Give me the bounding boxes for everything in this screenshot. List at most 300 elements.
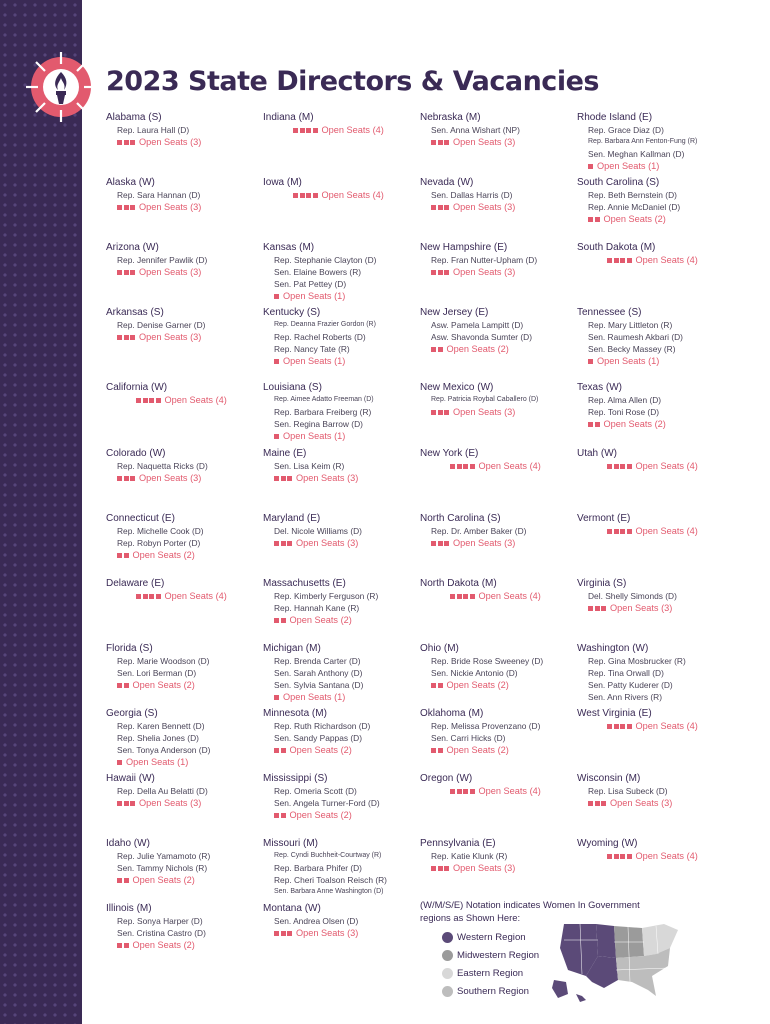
seat-squares-icon	[274, 434, 279, 439]
open-seats-label: Open Seats (4)	[635, 526, 698, 536]
open-seats	[577, 418, 737, 431]
seat-squares-icon	[117, 205, 135, 210]
legend-label: Eastern Region	[457, 968, 524, 979]
seat-square	[287, 931, 292, 936]
open-seats	[263, 472, 423, 485]
seat-square	[470, 464, 475, 469]
open-seats-label: Open Seats (1)	[283, 291, 346, 301]
state-entry	[420, 111, 580, 149]
seat-square	[274, 931, 279, 936]
southern-swatch-icon	[442, 986, 453, 997]
state-director: Rep. Hannah Kane (R)	[274, 603, 360, 613]
seat-squares-icon	[274, 931, 292, 936]
seat-square	[595, 217, 600, 222]
western-swatch-icon	[442, 932, 453, 943]
open-seats	[106, 679, 266, 692]
state-director: Rep. Sara Hannan (D)	[117, 190, 201, 200]
state-name: New Jersey (E)	[420, 307, 489, 318]
seat-squares-icon	[450, 789, 475, 794]
seat-square	[588, 164, 593, 169]
seat-square	[130, 140, 135, 145]
state-entry	[263, 111, 423, 137]
seat-square	[627, 529, 632, 534]
seat-square	[614, 258, 619, 263]
state-entry	[577, 306, 737, 368]
seat-square	[274, 748, 279, 753]
open-seats-label: Open Seats (1)	[126, 757, 189, 767]
seat-square	[124, 683, 129, 688]
open-seats	[420, 744, 580, 757]
state-director: Rep. Tina Orwall (D)	[588, 668, 664, 678]
state-name: Louisiana (S)	[263, 382, 322, 393]
legend-midwestern	[442, 950, 539, 961]
state-entry	[420, 837, 580, 875]
state-entry	[106, 447, 266, 485]
state-name: Nebraska (M)	[420, 112, 481, 123]
seat-square	[438, 140, 443, 145]
state-entry	[420, 381, 580, 419]
seat-square	[438, 748, 443, 753]
state-director: Del. Shelly Simonds (D)	[588, 591, 677, 601]
open-seats-label: Open Seats (4)	[321, 125, 384, 135]
state-director: Rep. Denise Garner (D)	[117, 320, 206, 330]
open-seats-label: Open Seats (4)	[478, 591, 541, 601]
legend-note-line2: regions as Shown Here:	[420, 912, 521, 923]
state-name: Michigan (M)	[263, 643, 321, 654]
open-seats-label: Open Seats (2)	[603, 214, 666, 224]
state-director: Rep. Deanna Frazier Gordon (R)	[274, 321, 376, 328]
seat-square	[620, 724, 625, 729]
state-entry	[577, 447, 737, 473]
seat-square	[124, 476, 129, 481]
seat-square	[463, 594, 468, 599]
open-seats	[420, 201, 580, 214]
state-entry	[106, 176, 266, 214]
open-seats-label: Open Seats (1)	[283, 692, 346, 702]
seat-square	[124, 140, 129, 145]
seat-squares-icon	[274, 748, 286, 753]
seat-squares-icon	[117, 335, 135, 340]
seat-square	[117, 683, 122, 688]
state-name: New Mexico (W)	[420, 382, 494, 393]
seat-square	[274, 294, 279, 299]
seat-squares-icon	[431, 205, 449, 210]
state-entry	[263, 176, 423, 202]
state-name: California (W)	[106, 382, 168, 393]
seat-square	[287, 476, 292, 481]
state-director: Del. Nicole Williams (D)	[274, 526, 362, 536]
seat-square	[431, 748, 436, 753]
state-entry	[106, 306, 266, 344]
seat-square	[281, 748, 286, 753]
seat-squares-icon	[431, 748, 443, 753]
open-seats	[420, 406, 580, 419]
state-name: Kentucky (S)	[263, 307, 321, 318]
state-entry	[106, 381, 266, 407]
seat-squares-icon	[117, 553, 129, 558]
seat-square	[431, 347, 436, 352]
seat-square	[313, 193, 318, 198]
open-seats-label: Open Seats (3)	[453, 137, 516, 147]
seat-squares-icon	[293, 193, 318, 198]
seat-square	[450, 594, 455, 599]
state-entry	[577, 772, 737, 810]
seat-square	[143, 594, 148, 599]
state-director: Rep. Sonya Harper (D)	[117, 916, 203, 926]
open-seats	[263, 430, 423, 443]
seat-square	[130, 476, 135, 481]
state-entry	[420, 176, 580, 214]
seat-square	[281, 541, 286, 546]
legend-label: Western Region	[457, 932, 526, 943]
state-entry	[263, 707, 423, 757]
seat-squares-icon	[117, 801, 135, 806]
state-name: Texas (W)	[577, 382, 622, 393]
seat-squares-icon	[274, 541, 292, 546]
seat-square	[444, 541, 449, 546]
state-director: Sen. Meghan Kallman (D)	[588, 149, 685, 159]
seat-square	[438, 541, 443, 546]
seat-squares-icon	[588, 801, 606, 806]
state-name: North Dakota (M)	[420, 578, 497, 589]
open-seats	[106, 939, 266, 952]
state-director: Sen. Sylvia Santana (D)	[274, 680, 364, 690]
state-name: Indiana (M)	[263, 112, 314, 123]
seat-square	[149, 594, 154, 599]
state-entry	[263, 642, 423, 704]
seat-square	[595, 606, 600, 611]
open-seats	[420, 785, 580, 798]
seat-squares-icon	[274, 359, 279, 364]
state-director: Rep. Della Au Belatti (D)	[117, 786, 208, 796]
open-seats	[106, 331, 266, 344]
open-seats	[263, 691, 423, 704]
state-director: Asw. Shavonda Sumter (D)	[431, 332, 533, 342]
open-seats	[577, 213, 737, 226]
seat-squares-icon	[431, 347, 443, 352]
state-director: Rep. Kimberly Ferguson (R)	[274, 591, 379, 601]
open-seats-label: Open Seats (4)	[478, 461, 541, 471]
seat-square	[438, 347, 443, 352]
seat-squares-icon	[117, 943, 129, 948]
seat-square	[627, 724, 632, 729]
seat-square	[463, 464, 468, 469]
seat-squares-icon	[588, 606, 606, 611]
seat-square	[274, 695, 279, 700]
seat-square	[438, 205, 443, 210]
open-seats	[106, 874, 266, 887]
seat-square	[607, 529, 612, 534]
state-entry	[263, 837, 423, 898]
seat-square	[431, 140, 436, 145]
open-seats-label: Open Seats (1)	[597, 161, 660, 171]
state-name: New York (E)	[420, 448, 479, 459]
open-seats	[577, 602, 737, 615]
state-director: Rep. Bride Rose Sweeney (D)	[431, 656, 544, 666]
state-director: Rep. Stephanie Clayton (D)	[274, 255, 377, 265]
seat-squares-icon	[607, 258, 632, 263]
open-seats-label: Open Seats (2)	[289, 615, 352, 625]
state-entry	[577, 381, 737, 431]
seat-square	[130, 205, 135, 210]
state-director: Rep. Lisa Subeck (D)	[588, 786, 668, 796]
seat-squares-icon	[431, 866, 449, 871]
seat-square	[156, 594, 161, 599]
seat-square	[431, 683, 436, 688]
seat-square	[117, 553, 122, 558]
seat-square	[124, 335, 129, 340]
seat-square	[143, 398, 148, 403]
seat-square	[117, 943, 122, 948]
seat-square	[457, 594, 462, 599]
sidebar-pattern	[0, 0, 82, 1024]
state-director: Rep. Fran Nutter-Upham (D)	[431, 255, 538, 265]
seat-square	[281, 476, 286, 481]
state-director: Rep. Naquetta Ricks (D)	[117, 461, 208, 471]
seat-squares-icon	[431, 410, 449, 415]
open-seats-label: Open Seats (1)	[283, 431, 346, 441]
seat-square	[124, 943, 129, 948]
seat-squares-icon	[274, 813, 286, 818]
open-seats-label: Open Seats (3)	[453, 267, 516, 277]
seat-squares-icon	[117, 270, 135, 275]
seat-square	[431, 270, 436, 275]
state-name: Arkansas (S)	[106, 307, 164, 318]
state-director: Sen. Nickie Antonio (D)	[431, 668, 518, 678]
state-director: Sen. Pat Pettey (D)	[274, 279, 347, 289]
open-seats	[106, 266, 266, 279]
open-seats	[420, 537, 580, 550]
state-entry	[577, 176, 737, 226]
state-director: Rep. Laura Hall (D)	[117, 125, 190, 135]
seat-square	[149, 398, 154, 403]
open-seats-label: Open Seats (3)	[139, 332, 202, 342]
seat-squares-icon	[117, 476, 135, 481]
legend-label: Southern Region	[457, 986, 530, 997]
open-seats-label: Open Seats (3)	[139, 202, 202, 212]
seat-squares-icon	[588, 217, 600, 222]
state-name: Missouri (M)	[263, 838, 318, 849]
open-seats	[263, 537, 423, 550]
seat-squares-icon	[117, 683, 129, 688]
seat-square	[281, 618, 286, 623]
state-entry	[263, 772, 423, 822]
state-director: Sen. Regina Barrow (D)	[274, 419, 363, 429]
state-name: Oklahoma (M)	[420, 708, 484, 719]
state-director: Sen. Cristina Castro (D)	[117, 928, 206, 938]
open-seats-label: Open Seats (2)	[289, 745, 352, 755]
open-seats	[106, 590, 266, 603]
seat-squares-icon	[274, 476, 292, 481]
seat-square	[444, 205, 449, 210]
state-director: Rep. Toni Rose (D)	[588, 407, 660, 417]
open-seats-label: Open Seats (2)	[132, 940, 195, 950]
open-seats-label: Open Seats (1)	[283, 356, 346, 366]
seat-square	[444, 410, 449, 415]
open-seats	[263, 614, 423, 627]
state-director: Sen. Tammy Nichols (R)	[117, 863, 208, 873]
state-name: Wyoming (W)	[577, 838, 638, 849]
state-director: Rep. Annie McDaniel (D)	[588, 202, 681, 212]
state-entry	[263, 512, 423, 550]
seat-squares-icon	[607, 529, 632, 534]
open-seats	[106, 136, 266, 149]
seat-square	[607, 724, 612, 729]
open-seats	[263, 290, 423, 303]
state-name: Nevada (W)	[420, 177, 474, 188]
state-entry	[577, 111, 737, 173]
state-entry	[420, 306, 580, 356]
state-director: Sen. Sarah Anthony (D)	[274, 668, 363, 678]
seat-squares-icon	[117, 760, 122, 765]
seat-square	[117, 801, 122, 806]
state-director: Rep. Cheri Toalson Reisch (R)	[274, 875, 387, 885]
seat-squares-icon	[274, 618, 286, 623]
seat-square	[293, 193, 298, 198]
seat-square	[431, 866, 436, 871]
state-name: Maine (E)	[263, 448, 307, 459]
seat-square	[274, 618, 279, 623]
state-entry	[577, 577, 737, 615]
state-entry	[420, 512, 580, 550]
state-name: Montana (W)	[263, 903, 321, 914]
open-seats-label: Open Seats (4)	[635, 851, 698, 861]
seat-square	[470, 789, 475, 794]
seat-square	[130, 801, 135, 806]
state-name: Pennsylvania (E)	[420, 838, 496, 849]
state-entry	[577, 707, 737, 733]
open-seats-label: Open Seats (3)	[610, 603, 673, 613]
seat-square	[300, 193, 305, 198]
state-entry	[106, 111, 266, 149]
open-seats	[420, 343, 580, 356]
state-entry	[263, 381, 423, 443]
state-director: Rep. Jennifer Pawlik (D)	[117, 255, 208, 265]
state-name: New Hampshire (E)	[420, 242, 508, 253]
seat-square	[274, 541, 279, 546]
seat-squares-icon	[274, 294, 279, 299]
open-seats	[420, 590, 580, 603]
open-seats-label: Open Seats (3)	[139, 473, 202, 483]
seat-square	[313, 128, 318, 133]
seat-square	[614, 464, 619, 469]
seat-square	[124, 270, 129, 275]
state-name: Rhode Island (E)	[577, 112, 653, 123]
state-director: Rep. Barbara Phifer (D)	[274, 863, 362, 873]
seat-square	[614, 854, 619, 859]
seat-square	[601, 606, 606, 611]
seat-square	[614, 529, 619, 534]
open-seats-label: Open Seats (3)	[296, 473, 359, 483]
state-name: West Virginia (E)	[577, 708, 652, 719]
open-seats	[263, 744, 423, 757]
state-name: Wisconsin (M)	[577, 773, 641, 784]
seat-square	[274, 476, 279, 481]
state-director: Sen. Lisa Keim (R)	[274, 461, 345, 471]
state-name: Iowa (M)	[263, 177, 302, 188]
seat-squares-icon	[117, 878, 129, 883]
legend-western	[442, 932, 526, 943]
state-entry	[263, 306, 423, 368]
open-seats	[577, 720, 737, 733]
seat-square	[130, 335, 135, 340]
seat-squares-icon	[274, 695, 279, 700]
open-seats	[420, 460, 580, 473]
seat-square	[130, 270, 135, 275]
seat-square	[450, 789, 455, 794]
seat-square	[117, 878, 122, 883]
seat-squares-icon	[450, 464, 475, 469]
state-name: Connecticut (E)	[106, 513, 175, 524]
state-name: Vermont (E)	[577, 513, 631, 524]
state-director: Rep. Patricia Roybal Caballero (D)	[431, 396, 539, 403]
us-regions-map	[552, 918, 684, 1004]
state-entry	[420, 642, 580, 692]
state-name: Massachusetts (E)	[263, 578, 346, 589]
seat-square	[431, 205, 436, 210]
seat-square	[614, 724, 619, 729]
state-name: South Carolina (S)	[577, 177, 660, 188]
seat-squares-icon	[588, 164, 593, 169]
state-director: Sen. Becky Massey (R)	[588, 344, 676, 354]
open-seats-label: Open Seats (2)	[446, 344, 509, 354]
seat-square	[300, 128, 305, 133]
open-seats	[106, 201, 266, 214]
state-director: Rep. Barbara Freiberg (R)	[274, 407, 372, 417]
open-seats-label: Open Seats (4)	[164, 591, 227, 601]
legend-label: Midwestern Region	[457, 950, 540, 961]
state-entry	[577, 512, 737, 538]
open-seats-label: Open Seats (4)	[635, 255, 698, 265]
seat-squares-icon	[607, 464, 632, 469]
state-name: Idaho (W)	[106, 838, 150, 849]
state-name: Ohio (M)	[420, 643, 459, 654]
open-seats-label: Open Seats (2)	[132, 875, 195, 885]
state-name: Hawaii (W)	[106, 773, 155, 784]
state-director: Sen. Anna Wishart (NP)	[431, 125, 520, 135]
seat-square	[627, 258, 632, 263]
torch-logo-icon	[18, 44, 104, 130]
state-entry	[420, 707, 580, 757]
open-seats	[577, 355, 737, 368]
open-seats	[577, 525, 737, 538]
seat-square	[438, 410, 443, 415]
seat-square	[136, 398, 141, 403]
seat-square	[281, 931, 286, 936]
state-director: Sen. Andrea Olsen (D)	[274, 916, 359, 926]
seat-square	[124, 878, 129, 883]
open-seats	[420, 266, 580, 279]
open-seats-label: Open Seats (2)	[132, 680, 195, 690]
state-entry	[577, 642, 737, 703]
open-seats-label: Open Seats (2)	[289, 810, 352, 820]
state-entry	[106, 772, 266, 810]
open-seats	[263, 189, 423, 202]
seat-squares-icon	[607, 854, 632, 859]
seat-square	[607, 854, 612, 859]
seat-square	[457, 789, 462, 794]
seat-square	[306, 193, 311, 198]
state-director: Sen. Angela Turner-Ford (D)	[274, 798, 380, 808]
seat-square	[117, 335, 122, 340]
seat-squares-icon	[117, 140, 135, 145]
open-seats	[263, 809, 423, 822]
state-entry	[420, 447, 580, 473]
state-director: Rep. Brenda Carter (D)	[274, 656, 361, 666]
seat-square	[274, 434, 279, 439]
state-name: Georgia (S)	[106, 708, 158, 719]
state-name: Colorado (W)	[106, 448, 166, 459]
